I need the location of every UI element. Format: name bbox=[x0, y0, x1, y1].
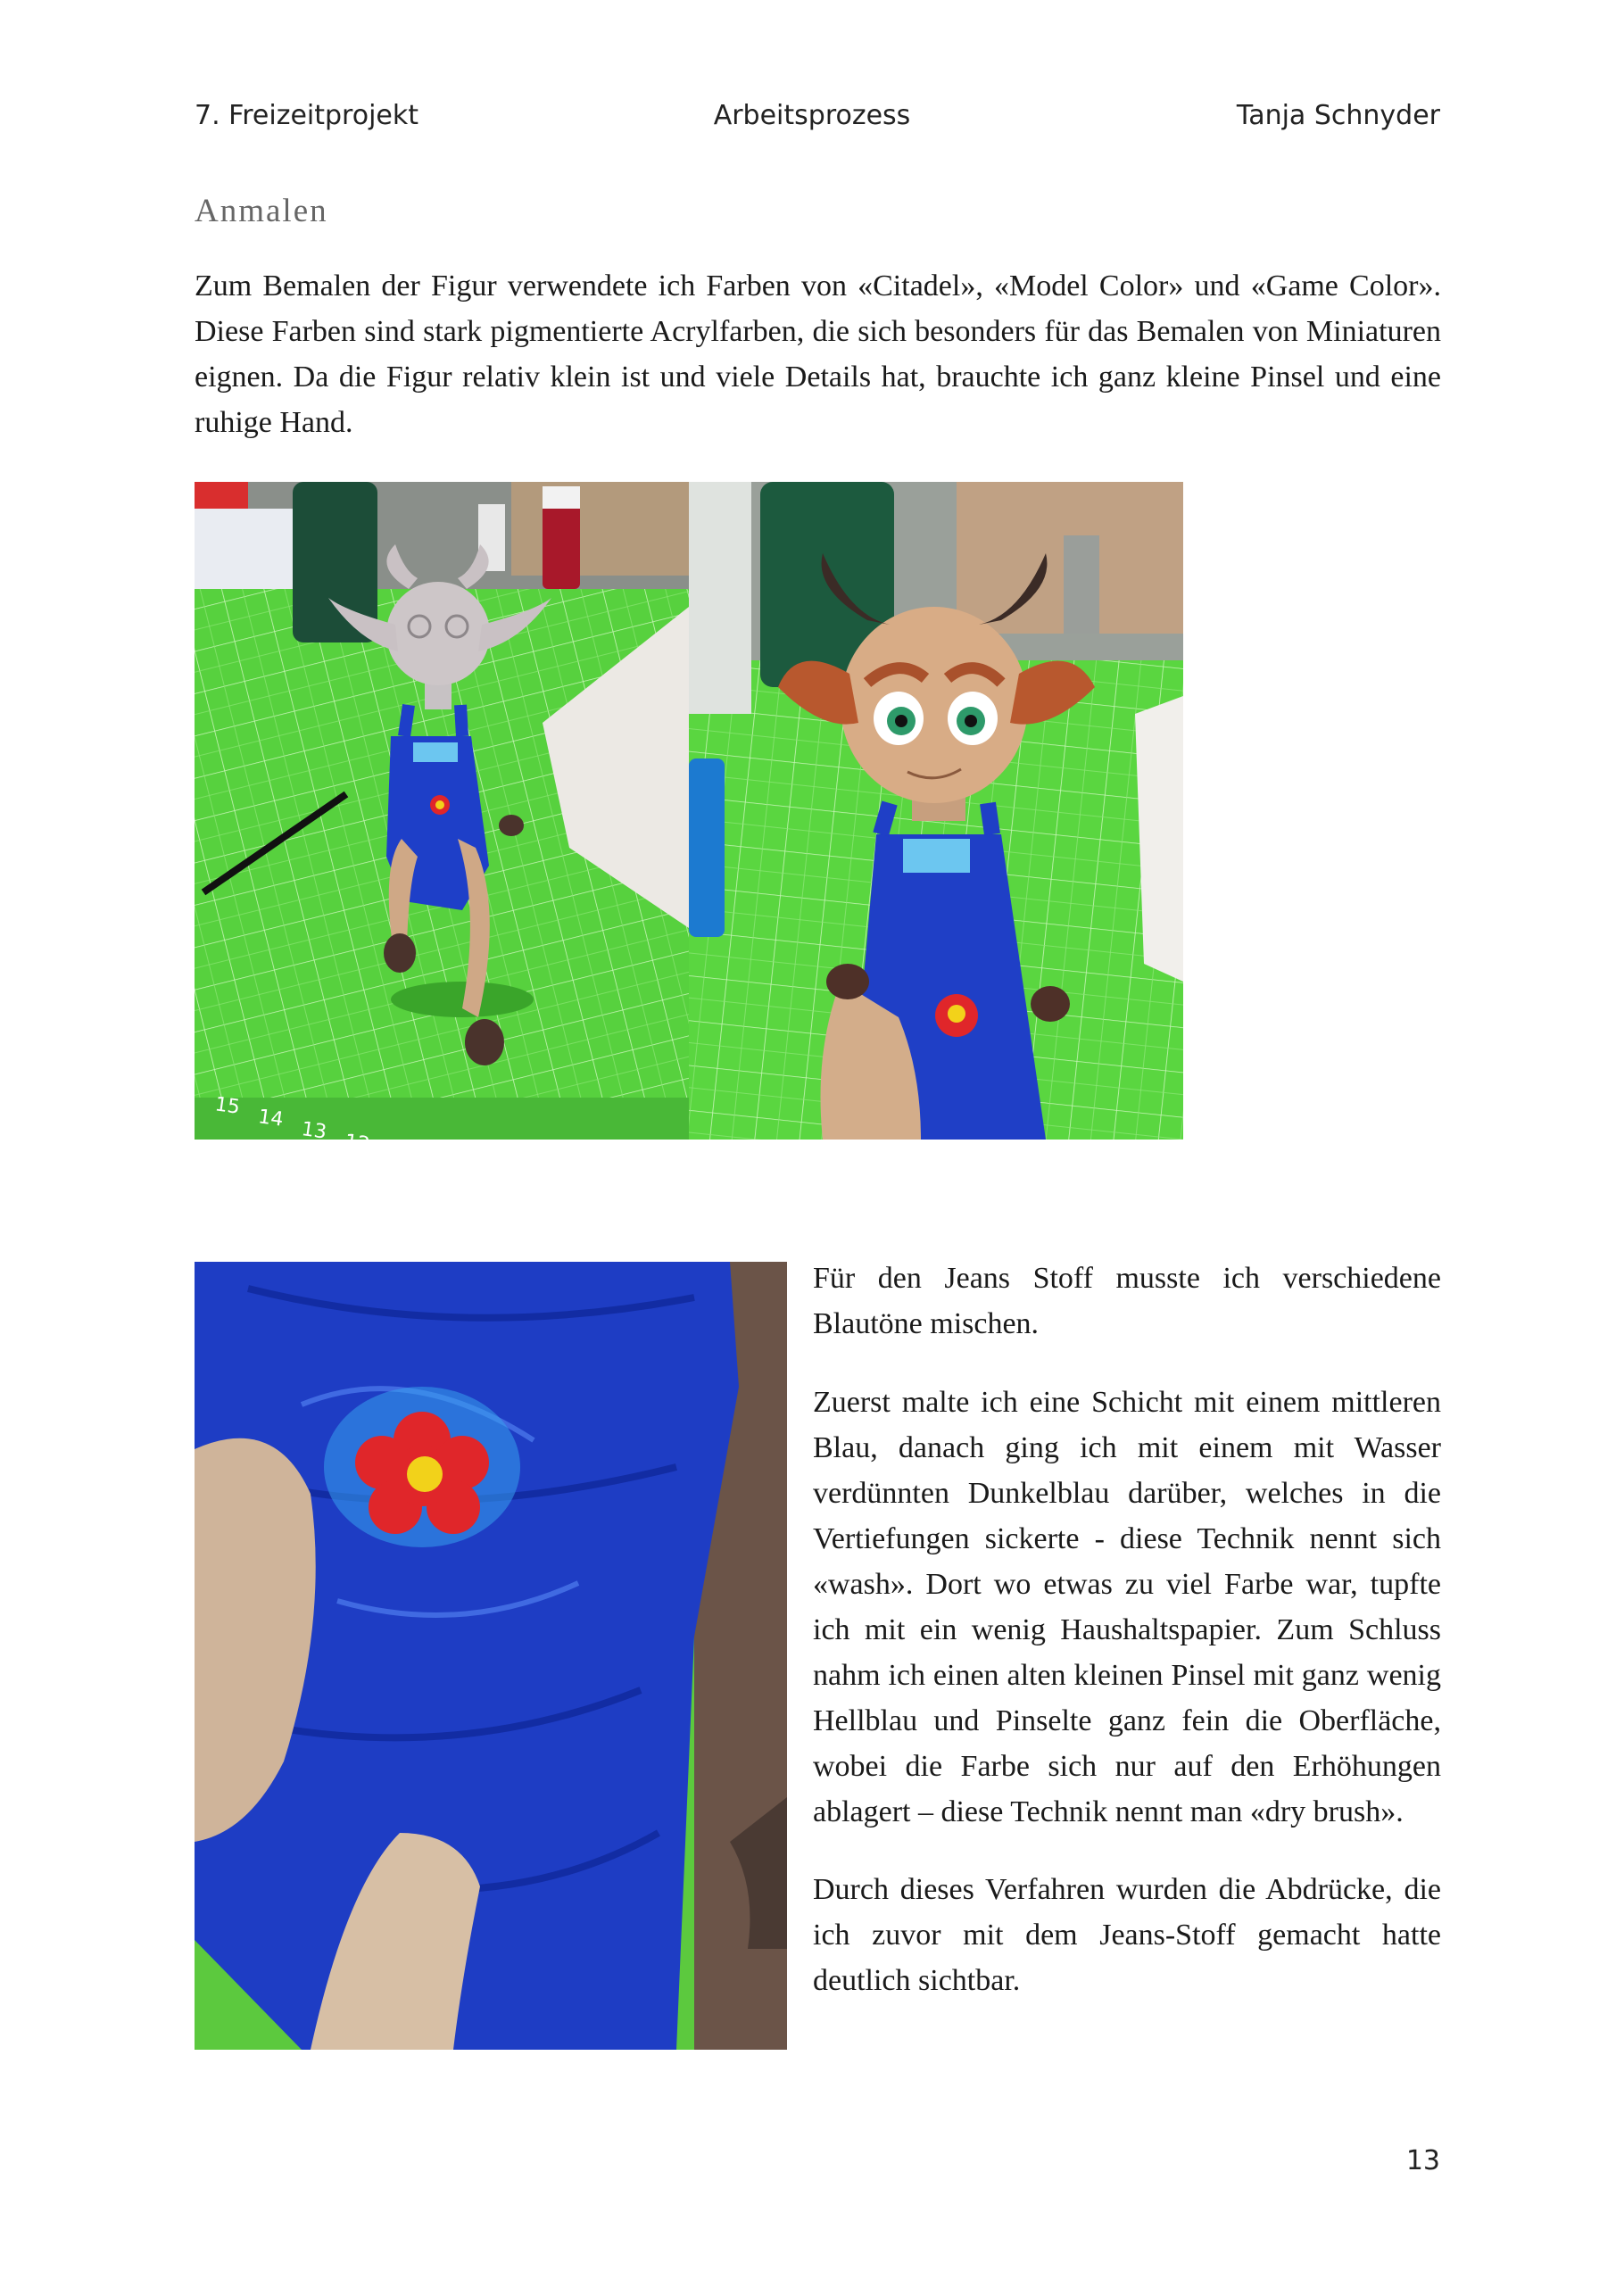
ruler-number: 12 bbox=[343, 1130, 372, 1156]
side-paragraph-2: Zuerst malte ich eine Schicht mit einem mittleren Blau, danach ging ich mit einem mit Wasser verdünnten Dunkelblau darüber, welches in die Vertiefungen sickerte - diese Technik nennt sich «wash». Dort wo etwas zu viel Farbe war, tupfte ich mit ein wenig Haushaltspapier. Zum Schluss nahm ich einen alten kleinen Pinsel mit ganz wenig Hellblau und Pinselte ganz fein die Oberfläche, wobei die Farbe sich nur auf den Erhöhungen ablagert – diese Technik nennt man «dry brush». bbox=[813, 1386, 1441, 1828]
ruler-number: 15 bbox=[213, 1093, 242, 1119]
photo-figure-painted bbox=[689, 482, 1183, 1140]
ruler-number: 13 bbox=[300, 1118, 328, 1144]
intro-paragraph: Zum Bemalen der Figur verwendete ich Farben von «Citadel», «Model Color» und «Game Color». Diese Farben sind stark pigmentierte Acrylfarben, die sich besonders für das Bemalen von Miniaturen eignen. Da die Figur relativ klein ist und viele Details hat, brauchte ich ganz kleine Pinsel und eine ruhige Hand. bbox=[195, 269, 1441, 439]
section-title: Anmalen bbox=[195, 193, 328, 229]
header-left: 7. Freizeitprojekt bbox=[195, 100, 419, 131]
header-center: Arbeitsprozess bbox=[713, 100, 911, 131]
photo-figure-primed bbox=[195, 482, 689, 1156]
photo-jeans-closeup bbox=[195, 1262, 787, 2050]
page-number: 13 bbox=[1405, 2145, 1440, 2176]
header-right: Tanja Schnyder bbox=[1236, 100, 1440, 131]
side-paragraph-1: Für den Jeans Stoff musste ich verschiedene Blautöne mischen. bbox=[813, 1262, 1441, 1340]
side-paragraph-3: Durch dieses Verfahren wurden die Abdrücke, die ich zuvor mit dem Jeans-Stoff gemacht hatte deutlich sichtbar. bbox=[813, 1873, 1441, 1997]
ruler-number: 14 bbox=[256, 1106, 285, 1131]
